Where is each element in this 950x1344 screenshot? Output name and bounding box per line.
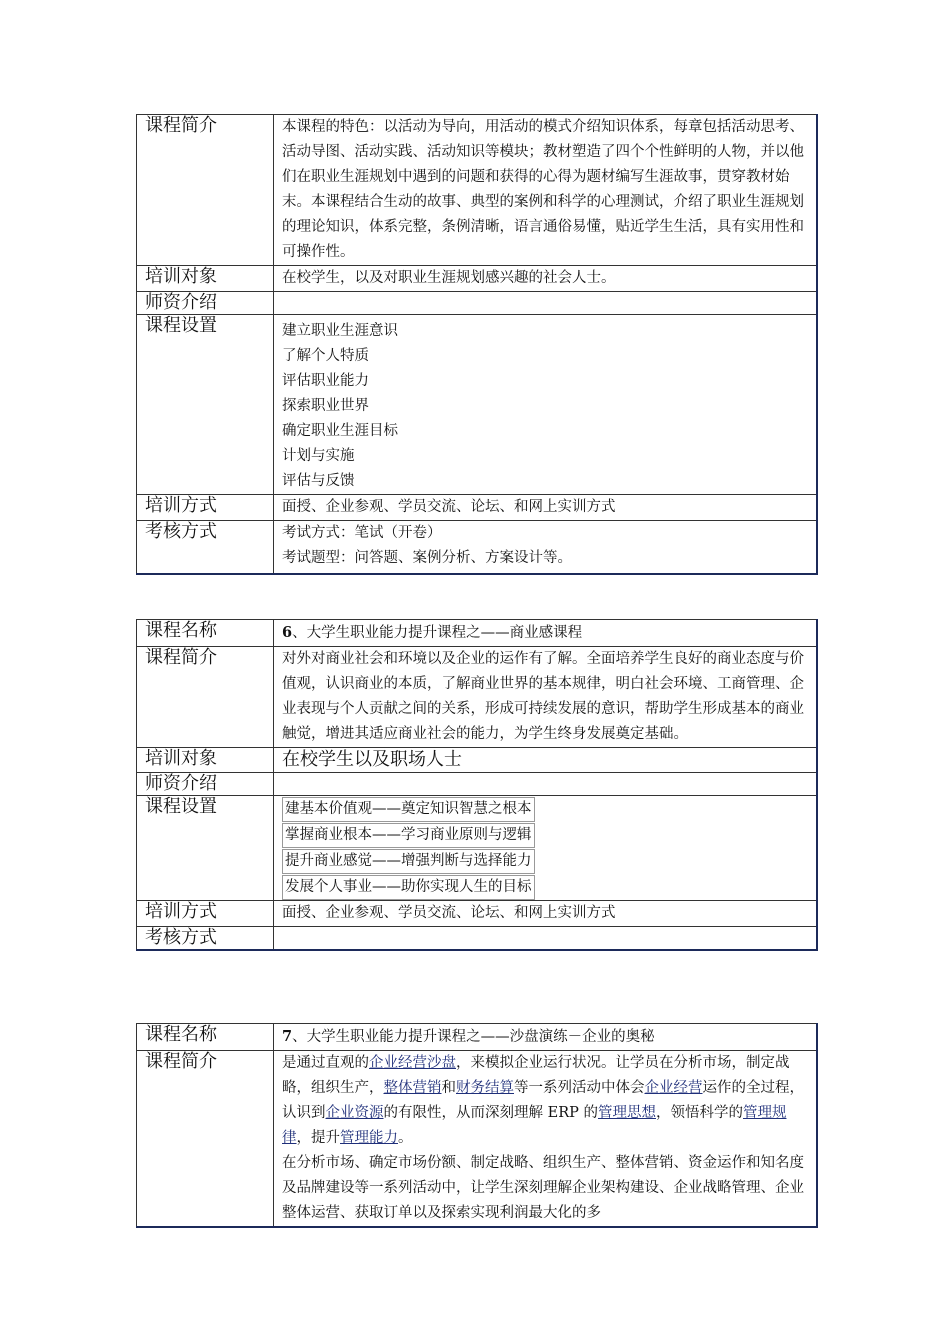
glossary-link[interactable]: 管理能力 xyxy=(340,1130,398,1146)
exam-line: 考试方式：笔试（开卷） xyxy=(282,525,442,541)
label-target: 培训对象 xyxy=(137,266,274,292)
row-exam xyxy=(137,521,818,575)
intro-text-segment: 运作的全过程，认识到 xyxy=(282,1080,804,1121)
value-exam xyxy=(274,927,818,951)
course-name: 、大学生职业能力提升课程之——沙盘演练－企业的奥秘 xyxy=(292,1029,655,1045)
course-number: 7 xyxy=(282,1028,293,1045)
label-intro: 课程简介 xyxy=(137,115,274,266)
course-name: 、大学生职业能力提升课程之——商业感课程 xyxy=(292,625,583,641)
label-teacher: 师资介绍 xyxy=(137,773,274,796)
label-exam: 考核方式 xyxy=(137,927,274,951)
row-setup xyxy=(137,796,818,901)
setup-item: 评估职业能力 xyxy=(282,373,369,389)
setup-item: 发展个人事业——助你实现人生的目标 xyxy=(282,875,535,900)
glossary-link[interactable]: 管理规律 xyxy=(282,1105,787,1146)
row-name xyxy=(137,620,818,647)
intro-paragraph-2: 在分析市场、确定市场份额、制定战略、组织生产、整体营销、资金运作和知名度及品牌建设等一系列活动中，让学生深刻理解企业架构建设、企业战略管理、企业整体运营、获取订单以及探索实现利润最大化的多 xyxy=(282,1155,804,1221)
label-name: 课程名称 xyxy=(137,1024,274,1051)
intro-paragraph-1 xyxy=(282,1051,810,1151)
value-target: 在校学生以及职场人士 xyxy=(274,748,818,773)
intro-text-segment: ，提升 xyxy=(296,1130,340,1146)
label-name: 课程名称 xyxy=(137,620,274,647)
course-table-sandbox xyxy=(136,1023,818,1228)
value-exam xyxy=(274,521,818,575)
glossary-link[interactable]: 企业资源 xyxy=(325,1105,384,1121)
row-target xyxy=(137,266,818,292)
setup-item: 确定职业生涯目标 xyxy=(282,423,398,439)
label-target: 培训对象 xyxy=(137,748,274,773)
exam-line: 考试题型：问答题、案例分析、方案设计等。 xyxy=(282,550,572,566)
value-setup xyxy=(274,315,818,495)
intro-text-segment: 。 xyxy=(398,1130,413,1146)
course-table-business-sense xyxy=(136,619,818,951)
label-intro: 课程简介 xyxy=(137,647,274,748)
glossary-link[interactable]: 财务结算 xyxy=(456,1080,514,1096)
row-intro xyxy=(137,647,818,748)
setup-item: 提升商业感觉——增强判断与选择能力 xyxy=(282,849,535,874)
value-method: 面授、企业参观、学员交流、论坛、和网上实训方式 xyxy=(274,901,818,927)
value-target: 在校学生，以及对职业生涯规划感兴趣的社会人士。 xyxy=(274,266,818,292)
intro-text-segment: 是通过直观的 xyxy=(282,1055,369,1071)
intro-text-segment: ，来模拟企业运行状况。让学员在分析市场，制定战略，组织生产， xyxy=(282,1055,790,1096)
value-intro: 本课程的特色：以活动为导向，用活动的模式介绍知识体系，每章包括活动思考、活动导图、活动实践、活动知识等模块；教材塑造了四个个性鲜明的人物，并以他们在职业生涯规划中遇到的问题和获得的心得为题材编写生涯故事，贯穿教材始末。本课程结合生动的故事、典型的案例和科学的心理测试，介绍了职业生涯规划的理论知识，体系完整，条例清晰，语言通俗易懂，贴近学生生活，具有实用性和可操作性。 xyxy=(274,115,818,266)
value-name xyxy=(274,1024,818,1051)
row-teacher xyxy=(137,773,818,796)
course-number: 6 xyxy=(282,624,293,641)
label-method: 培训方式 xyxy=(137,901,274,927)
value-name xyxy=(274,620,818,647)
setup-item: 建立职业生涯意识 xyxy=(282,323,398,339)
value-method: 面授、企业参观、学员交流、论坛、和网上实训方式 xyxy=(274,495,818,521)
label-teacher: 师资介绍 xyxy=(137,292,274,315)
glossary-link[interactable]: 管理思想 xyxy=(597,1105,656,1121)
value-teacher xyxy=(274,773,818,796)
glossary-link[interactable]: 企业经营沙盘 xyxy=(369,1055,456,1071)
intro-text-segment: 等一系列活动中体会 xyxy=(514,1080,645,1096)
glossary-link[interactable]: 企业经营 xyxy=(644,1080,703,1096)
row-teacher xyxy=(137,292,818,315)
row-target xyxy=(137,748,818,773)
row-intro xyxy=(137,115,818,266)
course-table-career-planning xyxy=(136,114,818,575)
intro-text-segment: 的有限性，从而深刻理解 ERP 的 xyxy=(383,1105,598,1121)
row-method xyxy=(137,901,818,927)
setup-item: 评估与反馈 xyxy=(282,473,355,489)
setup-item: 建基本价值观——奠定知识智慧之根本 xyxy=(282,797,535,822)
row-method xyxy=(137,495,818,521)
row-exam xyxy=(137,927,818,951)
intro-text-segment: 和 xyxy=(441,1080,456,1096)
label-setup: 课程设置 xyxy=(137,315,274,495)
intro-text-segment: ，领悟科学的 xyxy=(655,1105,743,1121)
setup-item: 了解个人特质 xyxy=(282,348,369,364)
label-method: 培训方式 xyxy=(137,495,274,521)
label-exam: 考核方式 xyxy=(137,521,274,575)
glossary-link[interactable]: 整体营销 xyxy=(383,1080,442,1096)
setup-item: 掌握商业根本——学习商业原则与逻辑 xyxy=(282,823,535,848)
value-teacher xyxy=(274,292,818,315)
row-setup xyxy=(137,315,818,495)
row-intro xyxy=(137,1051,818,1228)
row-name xyxy=(137,1024,818,1051)
setup-item: 探索职业世界 xyxy=(282,398,369,414)
setup-item: 计划与实施 xyxy=(282,448,355,464)
value-intro xyxy=(274,1051,818,1228)
label-intro: 课程简介 xyxy=(137,1051,274,1228)
value-setup xyxy=(274,796,818,901)
label-setup: 课程设置 xyxy=(137,796,274,901)
value-intro: 对外对商业社会和环境以及企业的运作有了解。全面培养学生良好的商业态度与价值观，认识商业的本质，了解商业世界的基本规律，明白社会环境、工商管理、企业表现与个人贡献之间的关系，形成可持续发展的意识，帮助学生形成基本的商业触觉，增进其适应商业社会的能力，为学生终身发展奠定基础。 xyxy=(274,647,818,748)
